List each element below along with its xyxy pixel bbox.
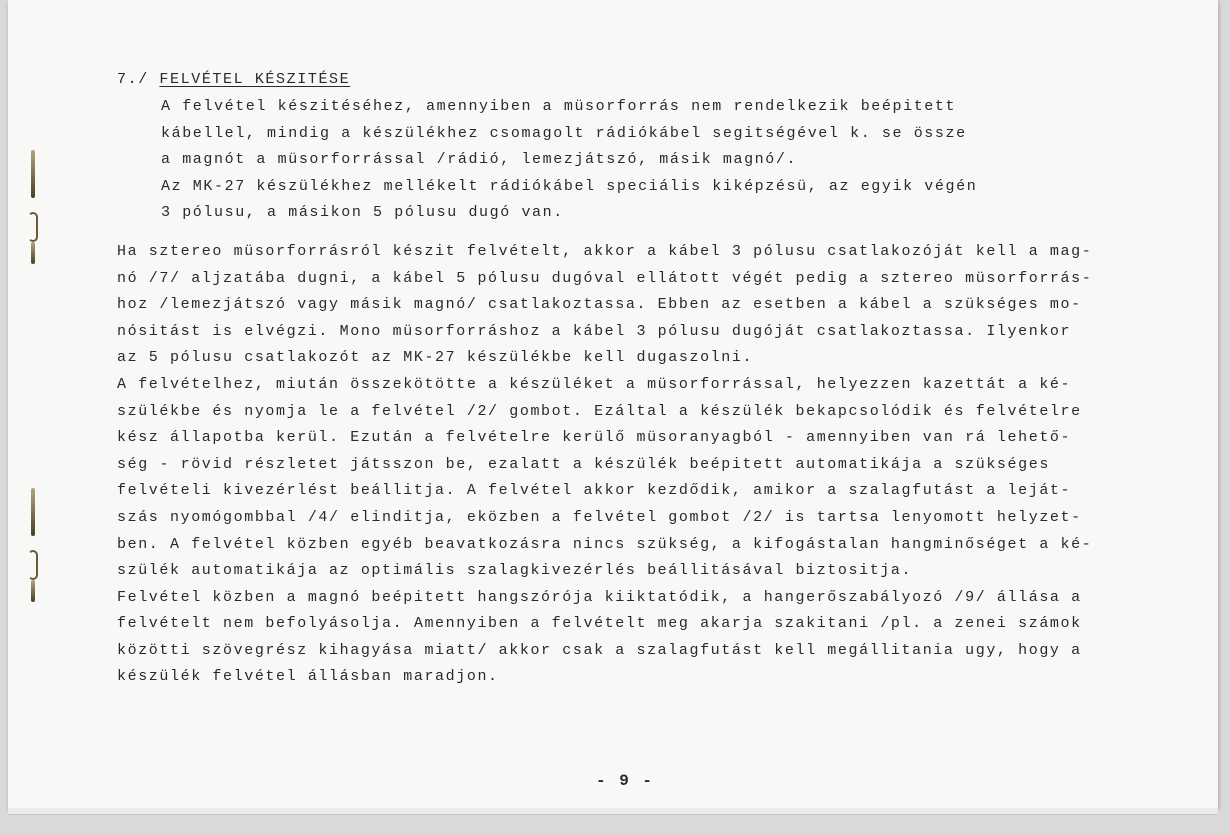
text-line: A felvételhez, miután összekötötte a készüléket a müsorforrással, helyezzen kazettát a ké- <box>117 375 1072 393</box>
text-line: felvételi kivezérlést beállitja. A felvétel akkor kezdődik, amikor a szalagfutást a leját- <box>117 482 1072 500</box>
text-line: Felvétel közben a magnó beépitett hangszórója kiiktatódik, a hangerőszabályozó /9/ állása a <box>117 588 1082 606</box>
page-number: - 9 - <box>596 772 655 790</box>
text-line: szás nyomógombbal /4/ elinditja, eközben a felvétel gombot /2/ is tartsa lenyomott helyzet- <box>117 508 1082 526</box>
text-line: az 5 pólusu csatlakozót az MK-27 készülékbe kell dugaszolni. <box>117 349 754 367</box>
section-number: 7./ <box>117 71 149 88</box>
text-line: kész állapotba kerül. Ezután a felvételre kerülő müsoranyagból - amennyiben van rá lehető- <box>117 429 1072 447</box>
binding-staple-top <box>28 150 38 270</box>
text-line: szülék automatikája az optimális szalagkivezérlés beállitásával biztositja. <box>117 562 913 580</box>
text-line: nósitást is elvégzi. Mono müsorforráshoz a kábel 3 pólusu dugóját csatlakoztassa. Ilyenkor <box>117 322 1072 340</box>
binding-staple-bottom <box>28 488 38 608</box>
text-line: közötti szövegrész kihagyása miatt/ akkor csak a szalagfutást kell megállitania ugy, hogy a <box>117 641 1082 659</box>
text-line: hoz /lemezjátszó vagy másik magnó/ csatlakoztassa. Ebben az esetben a kábel a szükséges mo- <box>117 296 1082 314</box>
text-line: Ha sztereo müsorforrásról készit felvételt, akkor a kábel 3 pólusu csatlakozóját kell a mag- <box>117 242 1093 260</box>
intro-paragraph <box>117 94 1137 227</box>
section-heading <box>117 66 1137 94</box>
text-line: szülékbe és nyomja le a felvétel /2/ gombot. Ezáltal a készülék bekapcsolódik és felvételre <box>117 402 1082 420</box>
text-line: a magnót a müsorforrással /rádió, lemezjátszó, másik magnó/. <box>161 151 798 169</box>
text-line: felvételt nem befolyásolja. Amennyiben a felvételt meg akarja szakitani /pl. a zenei számok <box>117 615 1082 633</box>
text-line: kábellel, mindig a készülékhez csomagolt rádiókábel segitségével k. se össze <box>161 124 967 142</box>
body-paragraphs <box>117 239 1137 691</box>
text-line: nó /7/ aljzatába dugni, a kábel 5 pólusu dugóval ellátott végét pedig a sztereo müsorforrás- <box>117 269 1093 287</box>
text-line: ség - rövid részletet játsszon be, ezalatt a készülék beépitett automatikája a szükséges <box>117 455 1050 473</box>
section-title: FELVÉTEL KÉSZITÉSE <box>159 71 351 88</box>
page-edge <box>8 808 1218 815</box>
text-line: ben. A felvétel közben egyéb beavatkozásra nincs szükség, a kifogástalan hangminőséget a ké- <box>117 535 1093 553</box>
document-text <box>117 66 1137 691</box>
text-line: A felvétel készitéséhez, amennyiben a müsorforrás nem rendelkezik beépitett <box>161 98 957 115</box>
text-line: 3 pólusu, a másikon 5 pólusu dugó van. <box>161 204 564 222</box>
text-line: Az MK-27 készülékhez mellékelt rádiókábel speciális kiképzésü, az egyik végén <box>161 177 978 195</box>
text-line: készülék felvétel állásban maradjon. <box>117 668 499 686</box>
